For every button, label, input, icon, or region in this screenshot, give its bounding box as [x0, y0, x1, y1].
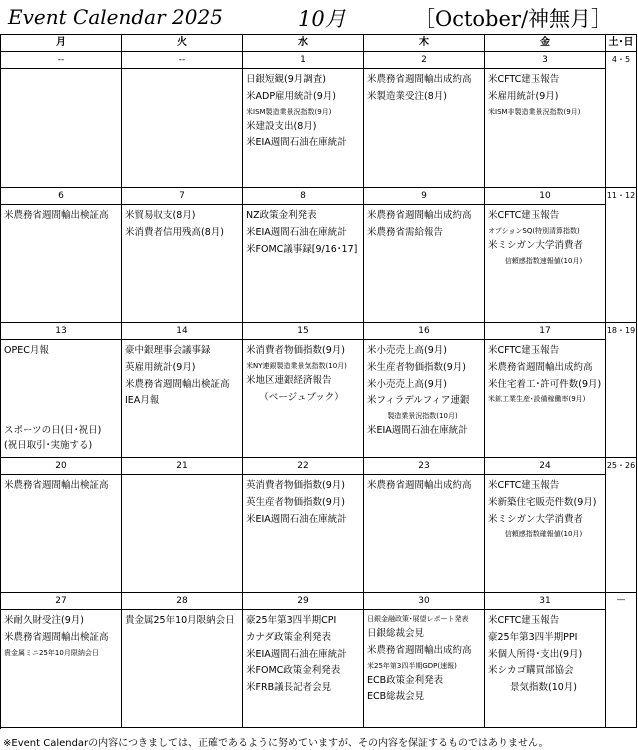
event-item: 米雇用統計(9月)	[488, 90, 559, 102]
day-cell	[1, 610, 122, 728]
calendar-grid	[0, 34, 637, 729]
event-item: 米農務省週間輸出成約高	[488, 361, 593, 373]
calendar-header	[0, 0, 638, 33]
day-cell	[485, 475, 606, 593]
day-cell	[485, 340, 606, 458]
day-cell	[364, 475, 485, 593]
date-number: 27	[1, 593, 122, 610]
weekend-dates: 11・12	[606, 188, 637, 323]
event-item: 米農務省週間輸出成約高	[367, 74, 472, 85]
event-item: ECB総裁会見	[367, 691, 425, 703]
date-number: 15	[243, 323, 364, 340]
day-header-4: 金	[485, 35, 606, 52]
weekend-dates: ―	[606, 593, 637, 728]
event-item: 米小売売上高(9月)	[367, 378, 447, 390]
holiday-note-line: スポーツの日(日･祝日)	[4, 425, 102, 436]
date-number: 21	[122, 458, 243, 475]
event-item: ECB政策金利発表	[367, 674, 444, 686]
event-item: IEA月報	[125, 395, 160, 407]
event-item: 信頼感指数確報値(10月)	[504, 530, 583, 539]
date-number: 22	[243, 458, 364, 475]
event-item: 米CFTC建玉報告	[488, 210, 560, 221]
day-cell	[485, 205, 606, 323]
event-item: 米NY連銀製造業景気指数(10月)	[246, 361, 347, 370]
date-number: 9	[364, 188, 485, 205]
date-number: 14	[122, 323, 243, 340]
date-number: 8	[243, 188, 364, 205]
day-cell	[364, 69, 485, 188]
event-item: 米鉱工業生産･設備稼働率(9月)	[488, 395, 586, 404]
day-cell	[243, 610, 364, 728]
event-item: 米消費者物価指数(9月)	[246, 345, 345, 356]
date-number: --	[1, 52, 122, 69]
day-cell	[1, 69, 122, 188]
event-item: 米貿易収支(8月)	[125, 210, 196, 221]
day-header-2: 水	[243, 35, 364, 52]
day-cell	[122, 340, 243, 458]
day-cell	[243, 205, 364, 323]
event-item: NZ政策金利発表	[246, 210, 317, 221]
day-cell	[243, 69, 364, 188]
event-item: 米CFTC建玉報告	[488, 74, 560, 85]
event-item: 豪中銀理事会議事録	[125, 345, 211, 356]
event-item: 米EIA週間石油在庫統計	[246, 137, 347, 149]
date-number: 29	[243, 593, 364, 610]
event-item: 米農務省週間輸出検証高	[4, 210, 109, 221]
event-item: 貴金属ミニ25年10月限納会日	[4, 648, 99, 657]
event-item: 米農務省週間輸出検証高	[4, 480, 109, 491]
event-item: 米建設支出(8月)	[246, 120, 317, 132]
day-cell	[1, 475, 122, 593]
date-number: 13	[1, 323, 122, 340]
event-item: 米ISM非製造業景況指数(9月)	[488, 107, 581, 116]
date-number: 6	[1, 188, 122, 205]
date-number: 17	[485, 323, 606, 340]
event-item: 米CFTC建玉報告	[488, 615, 560, 626]
day-header-1: 火	[122, 35, 243, 52]
event-item: 米25年第3四半期GDP(速報)	[367, 661, 457, 670]
date-number: 16	[364, 323, 485, 340]
event-item: 米個人所得･支出(9月)	[488, 648, 583, 660]
event-item: 米生産者物価指数(9月)	[367, 361, 466, 373]
holiday-note-line: (祝日取引･実施する)	[4, 440, 93, 451]
event-item: （ベージュブック）	[259, 391, 344, 403]
event-item: 米住宅着工･許可件数(9月)	[488, 378, 602, 390]
date-number: 1	[243, 52, 364, 69]
event-item: 景気指数(10月)	[509, 682, 577, 694]
date-number: 31	[485, 593, 606, 610]
event-item: 米シカゴ購買部協会	[488, 665, 574, 677]
month-number: 10月	[298, 7, 346, 31]
event-item: 英雇用統計(9月)	[125, 361, 196, 373]
day-cell	[364, 340, 485, 458]
event-item: 米農務省週間輸出検証高	[4, 631, 109, 643]
event-item: 米農務省週間輸出成約高	[367, 480, 472, 491]
date-number: 20	[1, 458, 122, 475]
event-item: 米耐久財受注(9月)	[4, 615, 84, 626]
day-cell	[1, 205, 122, 323]
event-item: 米ADP雇用統計(9月)	[246, 90, 336, 102]
day-cell	[364, 610, 485, 728]
event-item: 日銀総裁会見	[367, 628, 425, 639]
event-item: 米製造業受注(8月)	[367, 90, 447, 102]
day-cell	[122, 475, 243, 593]
date-number: 10	[485, 188, 606, 205]
day-cell	[485, 69, 606, 188]
event-item: オプションSQ(特別清算指数)	[488, 226, 580, 235]
calendar-title: Event Calendar 2025	[8, 5, 223, 29]
month-name: ［October/神無月］	[414, 7, 613, 31]
event-item: 米EIA週間石油在庫統計	[367, 425, 468, 437]
event-item: 米FOMC議事録[9/16･17]	[246, 243, 358, 255]
day-cell	[485, 610, 606, 728]
event-item: 米小売売上高(9月)	[367, 345, 447, 356]
event-item: 米消費者信用残高(8月)	[125, 226, 224, 238]
event-item: 米農務省需給報告	[367, 226, 444, 238]
weekend-dates: 18・19	[606, 323, 637, 458]
event-item: 豪25年第3四半期PPI	[488, 631, 578, 643]
date-number: 30	[364, 593, 485, 610]
event-item: 米CFTC建玉報告	[488, 345, 560, 356]
day-header-5: 土･日	[606, 35, 637, 52]
day-cell	[122, 610, 243, 728]
date-number: 28	[122, 593, 243, 610]
event-item: 米農務省週間輸出検証高	[125, 378, 230, 390]
day-cell	[1, 340, 122, 458]
event-item: 製造業景況指数(10月)	[387, 412, 458, 421]
disclaimer-note: ※Event Calendarの内容につきましては、正確であるように努めていますが、その内容を保証するものではありません。	[3, 738, 549, 749]
event-item: 米ミシガン大学消費者	[488, 513, 584, 525]
event-item: 豪25年第3四半期CPI	[246, 615, 337, 626]
day-cell	[122, 205, 243, 323]
event-item: 米農務省週間輸出成約高	[367, 210, 472, 221]
day-header-0: 月	[1, 35, 122, 52]
event-item: 日銀金融政策･展望レポート発表	[367, 615, 469, 623]
holiday-note	[4, 423, 101, 453]
day-cell	[364, 205, 485, 323]
event-item: 米FOMC政策金利発表	[246, 665, 341, 677]
event-item: 米EIA週間石油在庫統計	[246, 648, 347, 660]
event-item: 英生産者物価指数(9月)	[246, 496, 345, 508]
weekend-dates: 25・26	[606, 458, 637, 593]
date-number: --	[122, 52, 243, 69]
date-number: 3	[485, 52, 606, 69]
event-item: 日銀短観(9月調査)	[246, 74, 326, 85]
day-cell	[243, 475, 364, 593]
date-number: 7	[122, 188, 243, 205]
event-item: 米ISM製造業景況指数(9月)	[246, 107, 332, 116]
event-item: 米地区連銀経済報告	[246, 374, 332, 386]
event-item: 貴金属25年10月限納会日	[125, 615, 235, 626]
weekend-dates: 4・5	[606, 52, 637, 188]
event-item: 米FRB議長記者会見	[246, 682, 332, 694]
event-item: OPEC月報	[4, 345, 49, 356]
event-item: 米EIA週間石油在庫統計	[246, 226, 347, 238]
event-item: 英消費者物価指数(9月)	[246, 480, 345, 491]
event-item: 米CFTC建玉報告	[488, 480, 560, 491]
event-item: 米新築住宅販売件数(9月)	[488, 496, 597, 508]
day-cell	[243, 340, 364, 458]
event-item: 米フィラデルフィア連銀	[367, 395, 470, 407]
event-item: 米ミシガン大学消費者	[488, 239, 584, 251]
day-cell	[122, 69, 243, 188]
date-number: 24	[485, 458, 606, 475]
event-item: 米EIA週間石油在庫統計	[246, 513, 347, 525]
event-item: 米農務省週間輸出成約高	[367, 644, 472, 656]
event-item: カナダ政策金利発表	[246, 631, 332, 643]
date-number: 23	[364, 458, 485, 475]
date-number: 2	[364, 52, 485, 69]
event-item: 信頼感指数速報値(10月)	[504, 256, 583, 265]
day-header-3: 木	[364, 35, 485, 52]
